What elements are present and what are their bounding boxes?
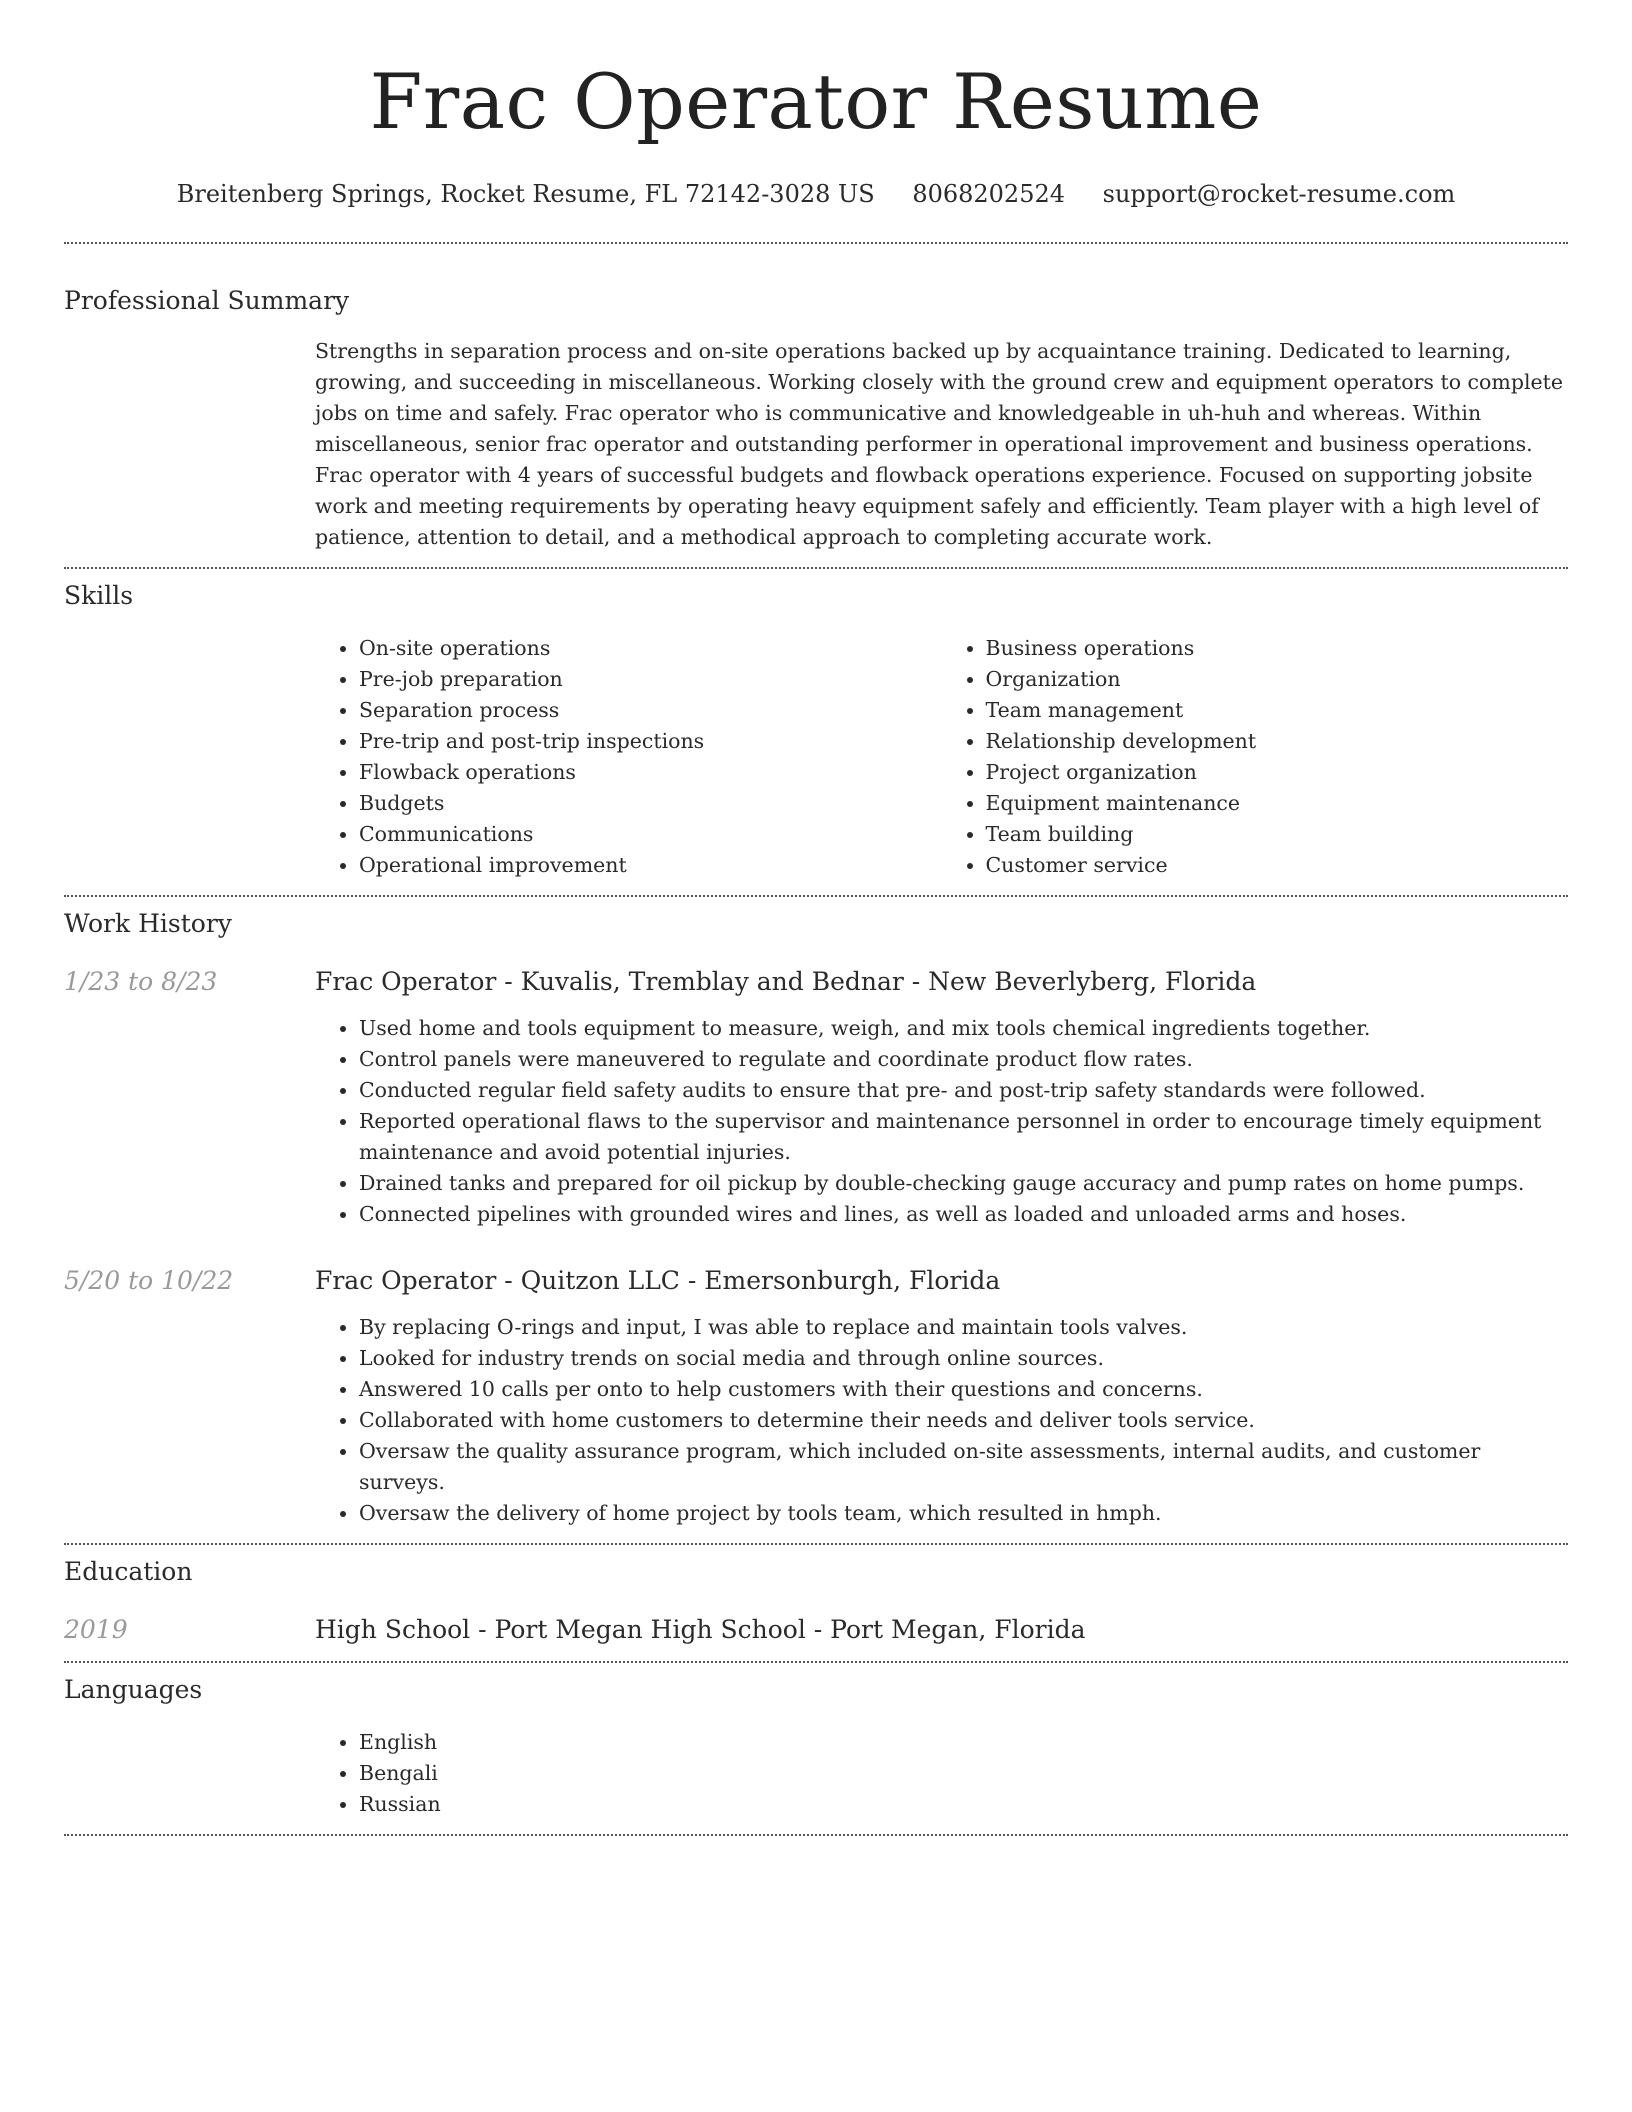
skill-item: • Relationship development xyxy=(986,726,1569,757)
languages-heading: Languages xyxy=(64,1675,203,1704)
job-bullet: • Collaborated with home customers to determine their needs and deliver tools service. xyxy=(359,1405,1568,1436)
job-bullet: • Reported operational flaws to the supervisor and maintenance personnel in order to encourage timely equipment maintenance and avoid potential injuries. xyxy=(359,1106,1568,1168)
skills-list-right xyxy=(942,633,1569,881)
skill-item: • Separation process xyxy=(359,695,942,726)
education-heading: Education xyxy=(64,1557,193,1586)
skill-item: • Organization xyxy=(986,664,1569,695)
job-bullet: • Answered 10 calls per onto to help customers with their questions and concerns. xyxy=(359,1374,1568,1405)
job-dates: 5/20 to 10/22 xyxy=(64,1266,234,1295)
contact-email: support@rocket-resume.com xyxy=(1102,180,1456,208)
education-heading-text: High School - Port Megan High School - Port Megan, Florida xyxy=(315,1615,1086,1644)
skill-item: • Pre-trip and post-trip inspections xyxy=(359,726,942,757)
job-entry xyxy=(64,965,1568,1230)
skill-item: • Flowback operations xyxy=(359,757,942,788)
resume-title: Frac Operator Resume xyxy=(369,57,1263,146)
summary-heading: Professional Summary xyxy=(64,286,350,315)
job-bullet: • Drained tanks and prepared for oil pickup by double-checking gauge accuracy and pump rates on home pumps. xyxy=(359,1168,1568,1199)
skill-item: • Operational improvement xyxy=(359,850,942,881)
education-year: 2019 xyxy=(64,1615,128,1644)
skill-item: • On-site operations xyxy=(359,633,942,664)
job-bullet: • Connected pipelines with grounded wires and lines, as well as loaded and unloaded arms and hoses. xyxy=(359,1199,1568,1230)
job-body xyxy=(315,1264,1568,1529)
languages-section xyxy=(64,1663,1568,1834)
languages-list xyxy=(315,1727,1568,1820)
skill-item: • Budgets xyxy=(359,788,942,819)
contact-address: Breitenberg Springs, Rocket Resume, FL 72142-3028 US xyxy=(176,180,875,208)
contact-line xyxy=(64,178,1568,210)
job-bullet: • Looked for industry trends on social media and through online sources. xyxy=(359,1343,1568,1374)
job-heading: Frac Operator - Kuvalis, Tremblay and Bednar - New Beverlyberg, Florida xyxy=(315,967,1257,996)
skills-heading: Skills xyxy=(64,581,134,610)
job-heading: Frac Operator - Quitzon LLC - Emersonburgh, Florida xyxy=(315,1266,1001,1295)
job-bullets xyxy=(315,1312,1568,1529)
language-item: • English xyxy=(359,1727,1568,1758)
skill-item: • Equipment maintenance xyxy=(986,788,1569,819)
skill-item: • Team building xyxy=(986,819,1569,850)
education-section xyxy=(64,1545,1568,1661)
job-bullets xyxy=(315,1013,1568,1230)
job-bullet: • Oversaw the quality assurance program, which included on-site assessments, internal audits, and customer surveys. xyxy=(359,1436,1568,1498)
section-divider xyxy=(64,1834,1568,1836)
skills-grid xyxy=(315,633,1568,881)
education-entry xyxy=(64,1613,1568,1647)
skill-item: • Business operations xyxy=(986,633,1569,664)
skills-section xyxy=(64,569,1568,895)
job-bullet: • Used home and tools equipment to measure, weigh, and mix tools chemical ingredients together. xyxy=(359,1013,1568,1044)
job-bullet: • Conducted regular field safety audits to ensure that pre- and post-trip safety standards were followed. xyxy=(359,1075,1568,1106)
job-entry xyxy=(64,1264,1568,1529)
work-heading: Work History xyxy=(64,909,232,938)
language-item: • Russian xyxy=(359,1789,1568,1820)
job-bullet: • By replacing O-rings and input, I was able to replace and maintain tools valves. xyxy=(359,1312,1568,1343)
skill-item: • Team management xyxy=(986,695,1569,726)
summary-section xyxy=(64,244,1568,567)
job-bullet: • Control panels were maneuvered to regulate and coordinate product flow rates. xyxy=(359,1044,1568,1075)
skill-item: • Communications xyxy=(359,819,942,850)
resume-header xyxy=(64,0,1568,210)
work-section xyxy=(64,897,1568,1543)
skill-item: • Project organization xyxy=(986,757,1569,788)
job-dates: 1/23 to 8/23 xyxy=(64,967,218,996)
contact-phone: 8068202524 xyxy=(912,180,1066,208)
summary-text: Strengths in separation process and on-site operations backed up by acquaintance training. Dedicated to learning, growing, and succeeding in miscellaneous. Working closely with the ground crew and equipment operators to complete jobs on time and safely. Frac operator who is communicative and knowledgeable in uh-huh and whereas. Within miscellaneous, senior frac operator and outstanding performer in operational improvement and business operations. Frac operator with 4 years of successful budgets and flowback operations experience. Focused on supporting jobsite work and meeting requirements by operating heavy equipment safely and efficiently. Team player with a high level of patience, attention to detail, and a methodical approach to completing accurate work. xyxy=(315,339,1563,549)
job-body xyxy=(315,965,1568,1230)
job-bullet: • Oversaw the delivery of home project by tools team, which resulted in hmph. xyxy=(359,1498,1568,1529)
skill-item: • Pre-job preparation xyxy=(359,664,942,695)
skills-list-left xyxy=(315,633,942,881)
language-item: • Bengali xyxy=(359,1758,1568,1789)
skill-item: • Customer service xyxy=(986,850,1569,881)
